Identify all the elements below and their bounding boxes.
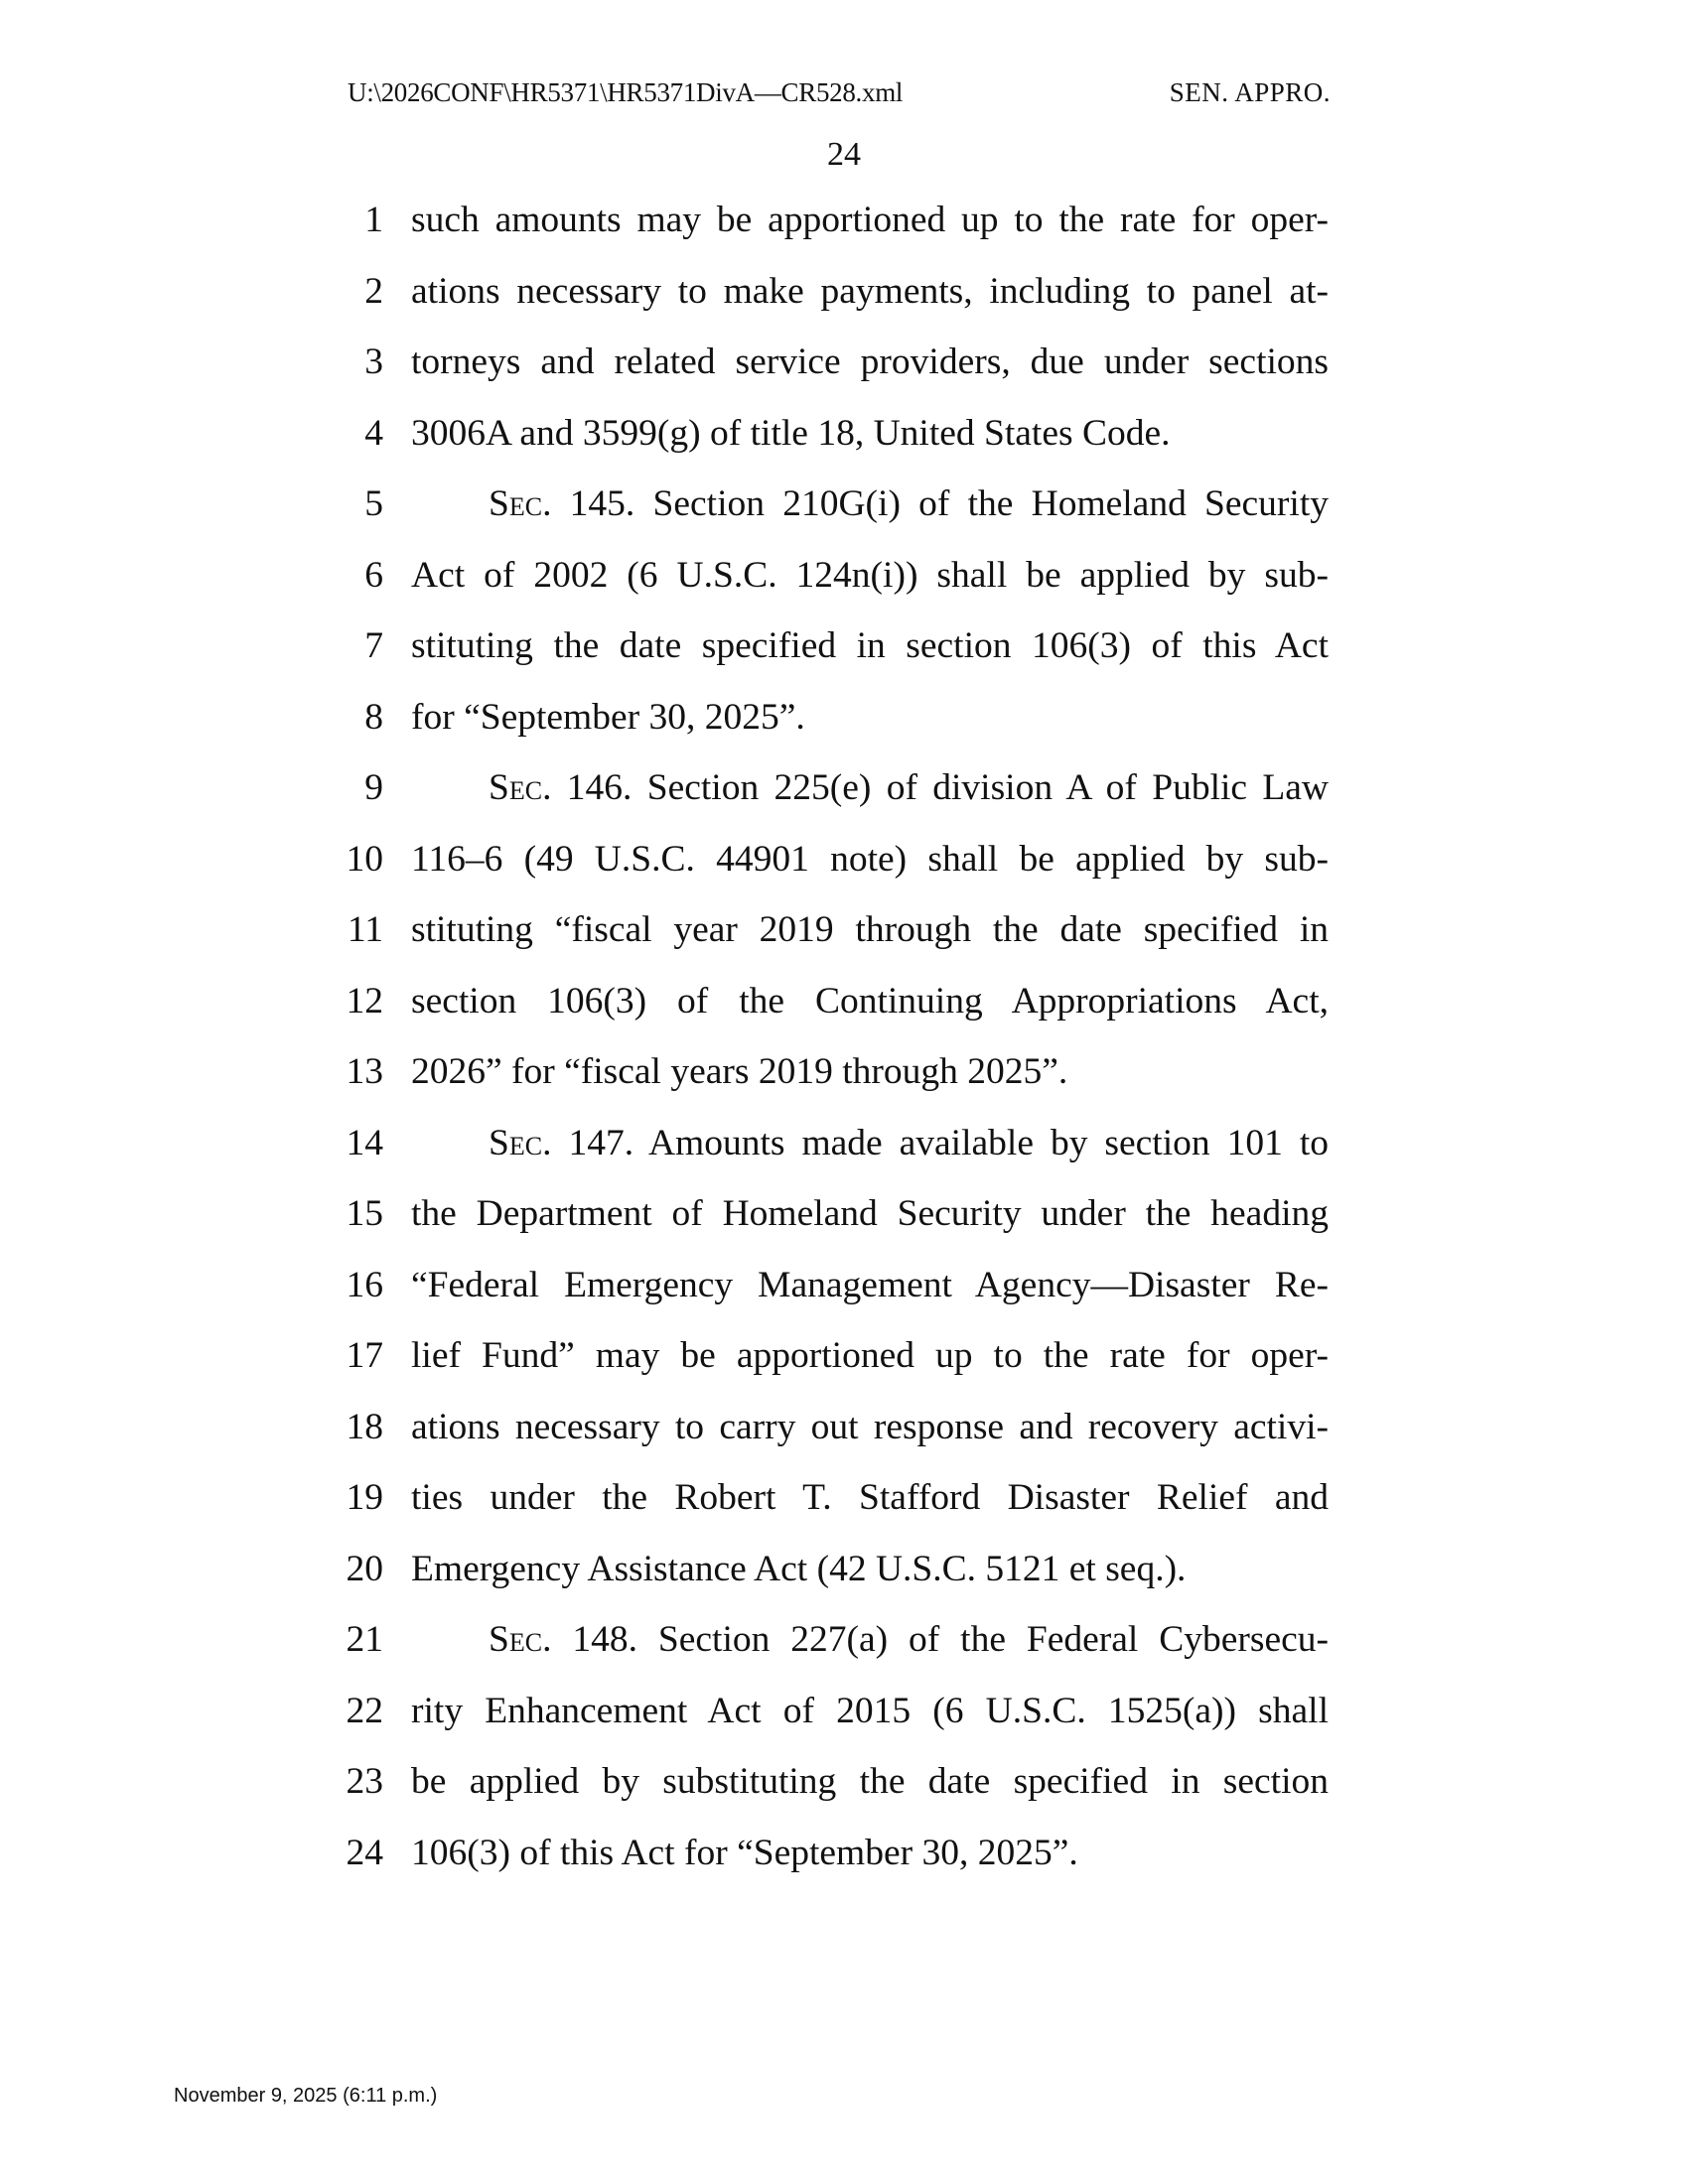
line-number: 12 (346, 981, 383, 1022)
section-145-start (0, 480, 1688, 528)
line-text: rity Enhancement Act of 2015 (6 U.S.C. 1525(a)) shall (411, 1691, 1329, 1731)
line-number: 24 (346, 1833, 383, 1873)
line-text: ties under the Robert T. Stafford Disaster Relief and (411, 1477, 1329, 1518)
line-text: lief Fund” may be apportioned up to the rate for oper- (411, 1335, 1329, 1376)
line-text: ations necessary to make payments, including to panel at- (411, 271, 1329, 312)
section-148-start (0, 1616, 1688, 1664)
line-text: 3006A and 3599(g) of title 18, United States Code. (411, 413, 1171, 454)
line-number: 16 (346, 1265, 383, 1305)
page-number: 24 (827, 136, 861, 173)
line-number: 17 (346, 1335, 383, 1376)
section-label: Sec. (489, 1123, 552, 1163)
text-line (0, 622, 1688, 670)
line-text: Sec. 146. Section 225(e) of division A of Public Law (489, 767, 1329, 808)
line-text: Sec. 145. Section 210G(i) of the Homeland Security (489, 483, 1329, 524)
section-147-start (0, 1120, 1688, 1167)
text-line (0, 552, 1688, 600)
line-text: 2026” for “fiscal years 2019 through 2025”. (411, 1051, 1068, 1092)
text-line (0, 1404, 1688, 1451)
text-line (0, 1830, 1688, 1877)
line-text: torneys and related service providers, due under sections (411, 341, 1329, 382)
committee-header: SEN. APPRO. (1169, 77, 1331, 107)
text-line (0, 1262, 1688, 1309)
line-number: 13 (346, 1051, 383, 1092)
line-text: section 106(3) of the Continuing Appropriations Act, (411, 981, 1329, 1022)
text-line (0, 1546, 1688, 1593)
text-line (0, 978, 1688, 1025)
line-text: for “September 30, 2025”. (411, 697, 805, 738)
footer-timestamp: November 9, 2025 (6:11 p.m.) (174, 2085, 438, 2107)
line-number: 1 (364, 200, 383, 240)
line-text: stituting the date specified in section 106(3) of this Act (411, 625, 1329, 666)
line-number: 3 (364, 341, 383, 382)
line-text: Act of 2002 (6 U.S.C. 124n(i)) shall be applied by sub- (411, 555, 1329, 596)
line-number: 5 (364, 483, 383, 524)
text-line (0, 197, 1688, 244)
line-number: 22 (346, 1691, 383, 1731)
section-label: Sec. (489, 483, 552, 524)
text-line (0, 1688, 1688, 1735)
line-text: stituting “fiscal year 2019 through the date specified in (411, 909, 1329, 950)
line-number: 6 (364, 555, 383, 596)
line-text: ations necessary to carry out response and recovery activi- (411, 1407, 1329, 1447)
line-number: 23 (346, 1761, 383, 1802)
line-number: 8 (364, 697, 383, 738)
line-number: 4 (364, 413, 383, 454)
text-line (0, 1332, 1688, 1380)
line-number: 15 (346, 1193, 383, 1234)
section-146-start (0, 764, 1688, 812)
line-number: 19 (346, 1477, 383, 1518)
line-text: Sec. 148. Section 227(a) of the Federal Cybersecu- (489, 1619, 1329, 1660)
line-text: Sec. 147. Amounts made available by section 101 to (489, 1123, 1329, 1163)
line-text: “Federal Emergency Management Agency—Disaster Re- (411, 1265, 1329, 1305)
text-line (0, 1048, 1688, 1096)
line-text: the Department of Homeland Security under the heading (411, 1193, 1329, 1234)
text-line (0, 694, 1688, 742)
line-text: such amounts may be apportioned up to the rate for oper- (411, 200, 1329, 240)
line-number: 9 (364, 767, 383, 808)
line-text: Emergency Assistance Act (42 U.S.C. 5121 et seq.). (411, 1549, 1187, 1589)
line-number: 21 (346, 1619, 383, 1660)
line-number: 11 (347, 909, 383, 950)
text-line (0, 268, 1688, 316)
text-line (0, 836, 1688, 884)
text-line (0, 1758, 1688, 1806)
text-line (0, 906, 1688, 954)
text-line (0, 1190, 1688, 1238)
file-path-header: U:\2026CONF\HR5371\HR5371DivA—CR528.xml (348, 77, 904, 107)
text-line (0, 1474, 1688, 1522)
text-line (0, 339, 1688, 386)
line-number: 10 (346, 839, 383, 880)
line-text: 106(3) of this Act for “September 30, 2025”. (411, 1833, 1078, 1873)
line-number: 20 (346, 1549, 383, 1589)
line-text: 116–6 (49 U.S.C. 44901 note) shall be applied by sub- (411, 839, 1329, 880)
text-line (0, 410, 1688, 458)
line-text: be applied by substituting the date specified in section (411, 1761, 1329, 1802)
line-number: 18 (346, 1407, 383, 1447)
line-number: 7 (364, 625, 383, 666)
line-number: 2 (364, 271, 383, 312)
section-label: Sec. (489, 1619, 552, 1660)
line-number: 14 (346, 1123, 383, 1163)
section-label: Sec. (489, 767, 552, 808)
